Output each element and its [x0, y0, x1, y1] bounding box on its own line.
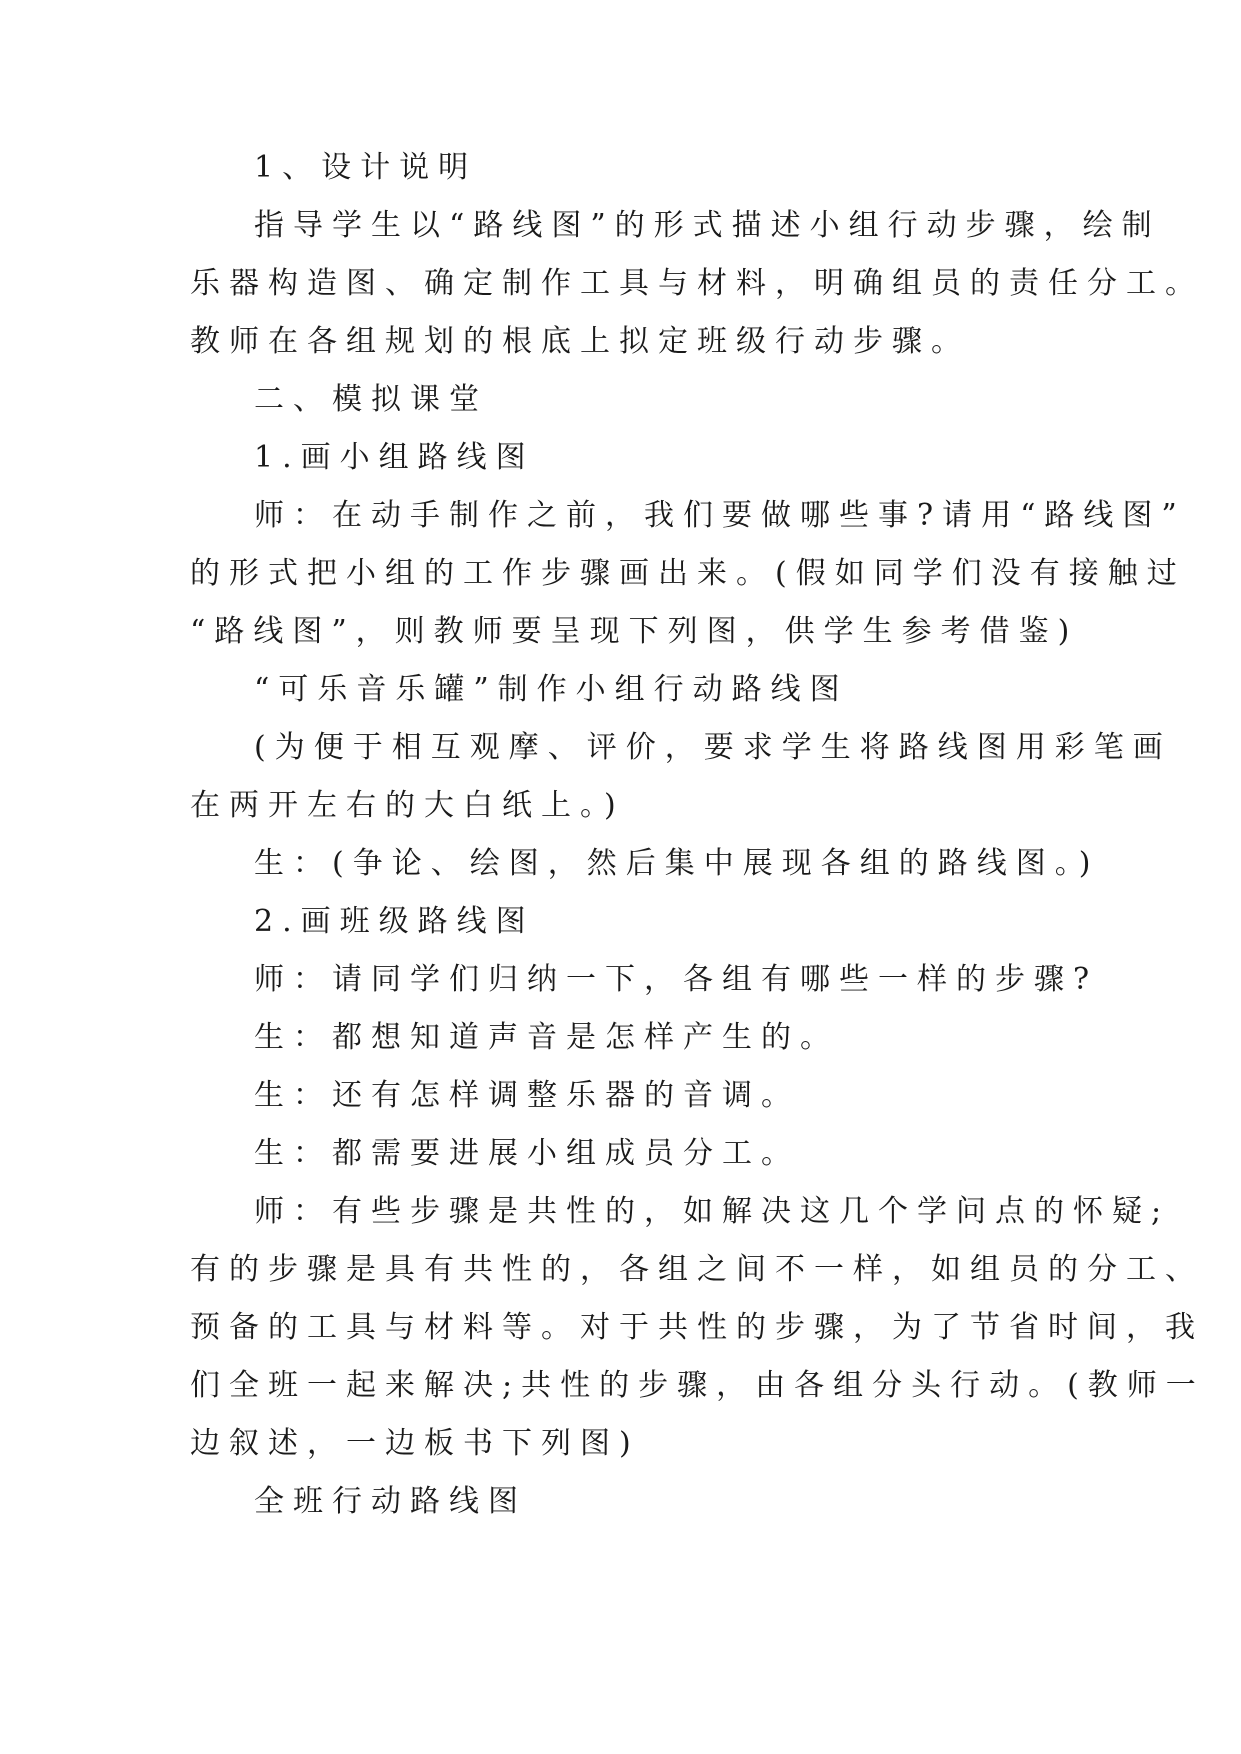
paragraph-line: 生：都需要进展小组成员分工。	[254, 1136, 800, 1171]
paragraph-line: 边叙述，一边板书下列图)	[190, 1426, 640, 1461]
paragraph-line: 师：有些步骤是共性的，如解决这几个学问点的怀疑;	[254, 1194, 1171, 1229]
paragraph-line: 师：在动手制作之前，我们要做哪些事?请用“路线图”	[254, 498, 1186, 533]
section-heading: 1、设计说明	[254, 150, 478, 185]
paragraph-line: 在两开左右的大白纸上。)	[190, 788, 625, 823]
paragraph-line: “路线图”，则教师要呈现下列图，供学生参考借鉴)	[190, 614, 1079, 649]
paragraph-line: 的形式把小组的工作步骤画出来。(假如同学们没有接触过	[190, 556, 1186, 591]
paragraph-line: 乐器构造图、确定制作工具与材料，明确组员的责任分工。	[190, 266, 1204, 301]
paragraph-line: 教师在各组规划的根底上拟定班级行动步骤。	[190, 324, 970, 359]
paragraph-line: 生：(争论、绘图，然后集中展现各组的路线图。)	[254, 846, 1100, 881]
subsection-heading: 1.画小组路线图	[254, 440, 535, 475]
paragraph-line: 师：请同学们归纳一下，各组有哪些一样的步骤?	[254, 962, 1099, 997]
paragraph-line: 指导学生以“路线图”的形式描述小组行动步骤，绘制	[254, 208, 1161, 243]
paragraph-line: 们全班一起来解决;共性的步骤，由各组分头行动。(教师一	[190, 1368, 1205, 1403]
paragraph-line: (为便于相互观摩、评价，要求学生将路线图用彩笔画	[254, 730, 1172, 765]
subsection-heading: 2.画班级路线图	[254, 904, 535, 939]
paragraph-line: 生：还有怎样调整乐器的音调。	[254, 1078, 800, 1113]
figure-caption: 全班行动路线图	[254, 1484, 527, 1519]
paragraph-line: 有的步骤是具有共性的，各组之间不一样，如组员的分工、	[190, 1252, 1204, 1287]
paragraph-line: 预备的工具与材料等。对于共性的步骤，为了节省时间，我	[190, 1310, 1204, 1345]
figure-caption: “可乐音乐罐”制作小组行动路线图	[254, 672, 849, 707]
section-heading: 二、模拟课堂	[254, 382, 488, 417]
paragraph-line: 生：都想知道声音是怎样产生的。	[254, 1020, 839, 1055]
